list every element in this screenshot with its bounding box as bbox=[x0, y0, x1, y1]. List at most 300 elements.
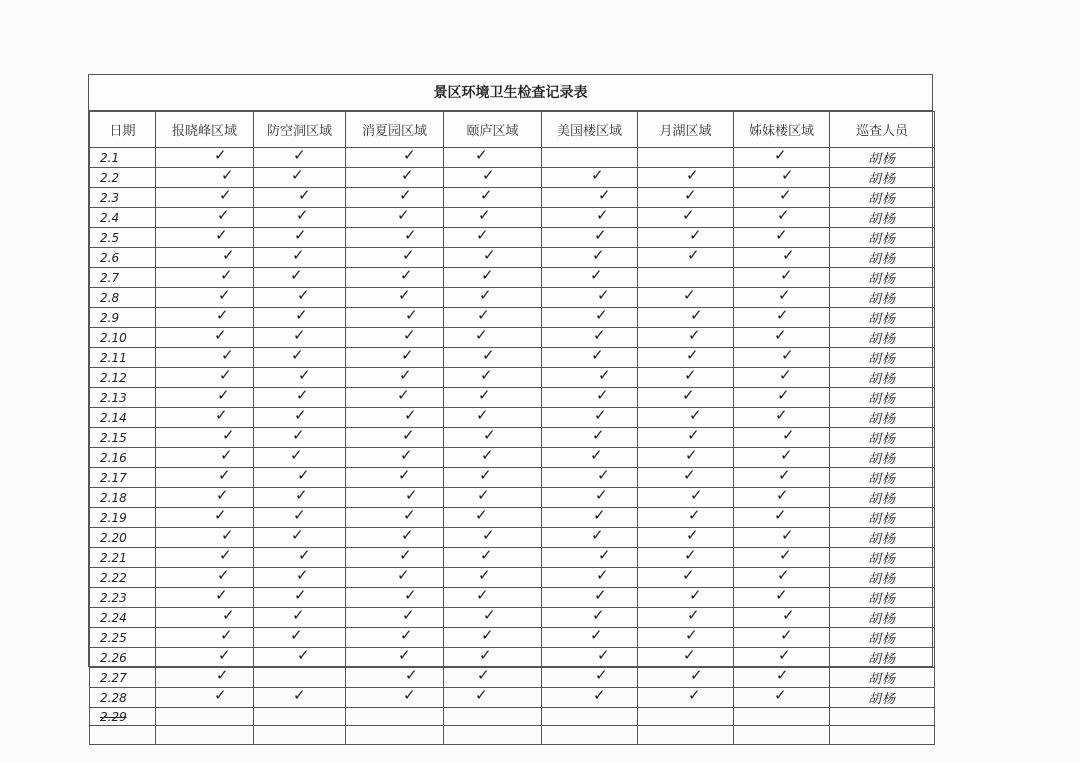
check-cell bbox=[542, 508, 638, 528]
check-mark-icon: ✓ bbox=[596, 387, 609, 404]
check-cell bbox=[734, 168, 830, 188]
check-cell bbox=[638, 228, 734, 248]
check-mark-icon: ✓ bbox=[596, 207, 609, 224]
date-cell: 2.27 bbox=[90, 668, 156, 688]
check-mark-icon: ✓ bbox=[221, 347, 234, 364]
check-cell bbox=[156, 188, 254, 208]
check-cell bbox=[542, 726, 638, 744]
check-mark-icon: ✓ bbox=[598, 367, 611, 384]
table-row bbox=[90, 448, 935, 468]
check-cell bbox=[156, 208, 254, 228]
check-cell bbox=[346, 628, 444, 648]
check-cell bbox=[346, 188, 444, 208]
check-cell bbox=[444, 168, 542, 188]
inspector-signature: 胡杨 bbox=[830, 348, 935, 368]
check-mark-icon: ✓ bbox=[592, 607, 605, 624]
check-cell bbox=[444, 726, 542, 744]
check-mark-icon: ✓ bbox=[593, 687, 606, 704]
check-cell bbox=[346, 688, 444, 708]
date-cell: 2.25 bbox=[90, 628, 156, 648]
date-cell bbox=[90, 726, 156, 744]
check-cell bbox=[444, 648, 542, 668]
check-cell bbox=[638, 488, 734, 508]
check-cell bbox=[156, 368, 254, 388]
table-row bbox=[90, 208, 935, 228]
check-cell bbox=[444, 668, 542, 688]
check-mark-icon: ✓ bbox=[475, 327, 488, 344]
check-cell bbox=[542, 568, 638, 588]
check-mark-icon: ✓ bbox=[294, 407, 307, 424]
check-cell bbox=[444, 488, 542, 508]
check-mark-icon: ✓ bbox=[399, 187, 412, 204]
table-row bbox=[90, 588, 935, 608]
check-cell bbox=[734, 708, 830, 726]
table-row bbox=[90, 288, 935, 308]
check-cell bbox=[254, 148, 346, 168]
date-cell: 2.26 bbox=[90, 648, 156, 668]
date-cell: 2.13 bbox=[90, 388, 156, 408]
check-cell bbox=[638, 408, 734, 428]
check-mark-icon: ✓ bbox=[483, 427, 496, 444]
check-mark-icon: ✓ bbox=[481, 447, 494, 464]
check-cell bbox=[254, 368, 346, 388]
check-mark-icon: ✓ bbox=[476, 407, 489, 424]
check-cell bbox=[156, 588, 254, 608]
check-mark-icon: ✓ bbox=[216, 307, 229, 324]
check-cell bbox=[638, 708, 734, 726]
inspector-signature: 胡杨 bbox=[830, 248, 935, 268]
check-cell bbox=[346, 726, 444, 744]
check-mark-icon: ✓ bbox=[403, 147, 416, 164]
check-cell bbox=[254, 288, 346, 308]
check-cell bbox=[156, 348, 254, 368]
check-cell bbox=[254, 608, 346, 628]
check-mark-icon: ✓ bbox=[682, 567, 695, 584]
check-mark-icon: ✓ bbox=[475, 687, 488, 704]
check-cell bbox=[542, 628, 638, 648]
check-cell bbox=[254, 208, 346, 228]
check-mark-icon: ✓ bbox=[294, 227, 307, 244]
check-mark-icon: ✓ bbox=[481, 267, 494, 284]
check-cell bbox=[638, 688, 734, 708]
check-cell bbox=[734, 726, 830, 744]
check-cell bbox=[254, 568, 346, 588]
check-cell bbox=[444, 208, 542, 228]
check-cell bbox=[346, 288, 444, 308]
check-mark-icon: ✓ bbox=[297, 647, 310, 664]
check-cell bbox=[346, 328, 444, 348]
inspector-signature: 胡杨 bbox=[830, 388, 935, 408]
check-cell bbox=[346, 388, 444, 408]
header-yuehu: 月湖区域 bbox=[638, 112, 734, 148]
date-cell: 2.7 bbox=[90, 268, 156, 288]
check-mark-icon: ✓ bbox=[214, 327, 227, 344]
inspector-signature bbox=[830, 726, 935, 744]
inspector-signature: 胡杨 bbox=[830, 488, 935, 508]
check-mark-icon: ✓ bbox=[594, 587, 607, 604]
check-mark-icon: ✓ bbox=[780, 627, 793, 644]
date-cell: 2.21 bbox=[90, 548, 156, 568]
date-cell: 2.5 bbox=[90, 228, 156, 248]
check-cell bbox=[444, 508, 542, 528]
check-cell bbox=[734, 188, 830, 208]
check-mark-icon: ✓ bbox=[401, 527, 414, 544]
check-mark-icon: ✓ bbox=[597, 287, 610, 304]
check-mark-icon: ✓ bbox=[686, 347, 699, 364]
check-mark-icon: ✓ bbox=[482, 347, 495, 364]
check-mark-icon: ✓ bbox=[404, 227, 417, 244]
check-mark-icon: ✓ bbox=[688, 507, 701, 524]
date-cell: 2.23 bbox=[90, 588, 156, 608]
inspection-table bbox=[89, 111, 935, 745]
check-cell bbox=[346, 428, 444, 448]
check-cell bbox=[734, 448, 830, 468]
check-mark-icon: ✓ bbox=[478, 567, 491, 584]
check-mark-icon: ✓ bbox=[596, 567, 609, 584]
check-mark-icon: ✓ bbox=[782, 247, 795, 264]
check-cell bbox=[734, 608, 830, 628]
check-mark-icon: ✓ bbox=[690, 667, 703, 684]
check-mark-icon: ✓ bbox=[779, 547, 792, 564]
check-cell bbox=[254, 348, 346, 368]
check-cell bbox=[346, 368, 444, 388]
check-mark-icon: ✓ bbox=[778, 287, 791, 304]
check-mark-icon: ✓ bbox=[397, 207, 410, 224]
check-mark-icon: ✓ bbox=[479, 467, 492, 484]
check-cell bbox=[346, 208, 444, 228]
check-cell bbox=[542, 268, 638, 288]
check-mark-icon: ✓ bbox=[403, 687, 416, 704]
date-cell: 2.29 bbox=[90, 708, 156, 726]
check-cell bbox=[542, 668, 638, 688]
check-cell bbox=[156, 726, 254, 744]
check-cell bbox=[734, 468, 830, 488]
check-cell bbox=[734, 648, 830, 668]
date-cell: 2.24 bbox=[90, 608, 156, 628]
check-cell bbox=[542, 408, 638, 428]
check-mark-icon: ✓ bbox=[293, 327, 306, 344]
check-cell bbox=[542, 688, 638, 708]
check-cell bbox=[444, 348, 542, 368]
check-cell bbox=[156, 668, 254, 688]
check-cell bbox=[734, 148, 830, 168]
check-cell bbox=[444, 708, 542, 726]
table-row bbox=[90, 268, 935, 288]
check-cell bbox=[254, 308, 346, 328]
check-mark-icon: ✓ bbox=[690, 487, 703, 504]
date-cell: 2.9 bbox=[90, 308, 156, 328]
inspector-signature bbox=[830, 708, 935, 726]
check-cell bbox=[156, 628, 254, 648]
check-mark-icon: ✓ bbox=[402, 427, 415, 444]
check-mark-icon: ✓ bbox=[405, 307, 418, 324]
check-cell bbox=[542, 428, 638, 448]
check-cell bbox=[254, 648, 346, 668]
check-mark-icon: ✓ bbox=[400, 267, 413, 284]
check-mark-icon: ✓ bbox=[482, 167, 495, 184]
check-cell bbox=[638, 528, 734, 548]
date-cell: 2.11 bbox=[90, 348, 156, 368]
check-cell bbox=[254, 508, 346, 528]
inspector-signature: 胡杨 bbox=[830, 288, 935, 308]
check-mark-icon: ✓ bbox=[687, 247, 700, 264]
check-cell bbox=[444, 468, 542, 488]
table-row bbox=[90, 348, 935, 368]
check-cell bbox=[254, 388, 346, 408]
check-mark-icon: ✓ bbox=[290, 627, 303, 644]
check-cell bbox=[542, 548, 638, 568]
check-cell bbox=[254, 408, 346, 428]
check-mark-icon: ✓ bbox=[687, 607, 700, 624]
check-mark-icon: ✓ bbox=[221, 527, 234, 544]
check-mark-icon: ✓ bbox=[477, 307, 490, 324]
check-cell bbox=[542, 148, 638, 168]
check-mark-icon: ✓ bbox=[597, 647, 610, 664]
check-mark-icon: ✓ bbox=[591, 167, 604, 184]
check-cell bbox=[638, 726, 734, 744]
check-cell bbox=[444, 248, 542, 268]
check-cell bbox=[156, 168, 254, 188]
check-mark-icon: ✓ bbox=[398, 287, 411, 304]
table-row bbox=[90, 228, 935, 248]
check-cell bbox=[444, 408, 542, 428]
check-cell bbox=[444, 368, 542, 388]
table-row bbox=[90, 568, 935, 588]
check-cell bbox=[638, 568, 734, 588]
check-cell bbox=[346, 248, 444, 268]
check-mark-icon: ✓ bbox=[214, 507, 227, 524]
check-mark-icon: ✓ bbox=[397, 387, 410, 404]
check-mark-icon: ✓ bbox=[402, 607, 415, 624]
check-cell bbox=[444, 228, 542, 248]
check-cell bbox=[156, 688, 254, 708]
inspector-signature: 胡杨 bbox=[830, 468, 935, 488]
check-cell bbox=[156, 308, 254, 328]
check-cell bbox=[638, 288, 734, 308]
check-cell bbox=[444, 288, 542, 308]
check-mark-icon: ✓ bbox=[684, 547, 697, 564]
date-cell: 2.15 bbox=[90, 428, 156, 448]
date-cell: 2.19 bbox=[90, 508, 156, 528]
check-mark-icon: ✓ bbox=[683, 287, 696, 304]
check-cell bbox=[734, 528, 830, 548]
inspector-signature: 胡杨 bbox=[830, 628, 935, 648]
check-cell bbox=[444, 148, 542, 168]
check-mark-icon: ✓ bbox=[217, 387, 230, 404]
inspector-signature: 胡杨 bbox=[830, 668, 935, 688]
check-mark-icon: ✓ bbox=[403, 327, 416, 344]
check-mark-icon: ✓ bbox=[290, 267, 303, 284]
table-row bbox=[90, 188, 935, 208]
check-mark-icon: ✓ bbox=[215, 407, 228, 424]
check-cell bbox=[156, 568, 254, 588]
check-cell bbox=[346, 148, 444, 168]
check-cell bbox=[638, 188, 734, 208]
check-cell bbox=[156, 648, 254, 668]
check-mark-icon: ✓ bbox=[598, 547, 611, 564]
inspector-signature: 胡杨 bbox=[830, 368, 935, 388]
check-cell bbox=[156, 528, 254, 548]
inspector-signature: 胡杨 bbox=[830, 228, 935, 248]
check-mark-icon: ✓ bbox=[593, 327, 606, 344]
check-mark-icon: ✓ bbox=[294, 587, 307, 604]
check-mark-icon: ✓ bbox=[291, 527, 304, 544]
check-cell bbox=[444, 268, 542, 288]
date-cell: 2.17 bbox=[90, 468, 156, 488]
table-row bbox=[90, 528, 935, 548]
check-cell bbox=[156, 488, 254, 508]
sheet-title: 景区环境卫生检查记录表 bbox=[89, 75, 932, 111]
header-yilu: 颐庐区域 bbox=[444, 112, 542, 148]
check-mark-icon: ✓ bbox=[775, 407, 788, 424]
check-mark-icon: ✓ bbox=[777, 567, 790, 584]
check-mark-icon: ✓ bbox=[782, 427, 795, 444]
check-mark-icon: ✓ bbox=[781, 347, 794, 364]
check-mark-icon: ✓ bbox=[215, 587, 228, 604]
check-mark-icon: ✓ bbox=[296, 387, 309, 404]
check-cell bbox=[346, 528, 444, 548]
inspector-signature: 胡杨 bbox=[830, 648, 935, 668]
check-mark-icon: ✓ bbox=[292, 427, 305, 444]
check-cell bbox=[346, 268, 444, 288]
check-mark-icon: ✓ bbox=[689, 227, 702, 244]
table-row bbox=[90, 168, 935, 188]
check-mark-icon: ✓ bbox=[401, 167, 414, 184]
table-row bbox=[90, 248, 935, 268]
check-cell bbox=[156, 608, 254, 628]
check-mark-icon: ✓ bbox=[478, 207, 491, 224]
check-cell bbox=[638, 148, 734, 168]
inspector-signature: 胡杨 bbox=[830, 148, 935, 168]
check-mark-icon: ✓ bbox=[220, 447, 233, 464]
check-mark-icon: ✓ bbox=[688, 327, 701, 344]
inspector-signature: 胡杨 bbox=[830, 308, 935, 328]
check-cell bbox=[156, 468, 254, 488]
check-mark-icon: ✓ bbox=[219, 547, 232, 564]
check-cell bbox=[542, 588, 638, 608]
check-cell bbox=[542, 228, 638, 248]
check-cell bbox=[542, 348, 638, 368]
check-mark-icon: ✓ bbox=[475, 507, 488, 524]
check-mark-icon: ✓ bbox=[404, 407, 417, 424]
check-cell bbox=[444, 308, 542, 328]
check-cell bbox=[638, 308, 734, 328]
check-mark-icon: ✓ bbox=[298, 367, 311, 384]
check-cell bbox=[346, 468, 444, 488]
inspector-signature: 胡杨 bbox=[830, 588, 935, 608]
check-cell bbox=[254, 708, 346, 726]
check-mark-icon: ✓ bbox=[685, 447, 698, 464]
check-mark-icon: ✓ bbox=[683, 467, 696, 484]
check-mark-icon: ✓ bbox=[218, 647, 231, 664]
check-cell bbox=[254, 188, 346, 208]
table-row bbox=[90, 648, 935, 668]
check-mark-icon: ✓ bbox=[397, 567, 410, 584]
check-mark-icon: ✓ bbox=[594, 227, 607, 244]
inspector-signature: 胡杨 bbox=[830, 188, 935, 208]
check-cell bbox=[254, 726, 346, 744]
check-cell bbox=[346, 588, 444, 608]
check-mark-icon: ✓ bbox=[774, 327, 787, 344]
check-cell bbox=[734, 228, 830, 248]
date-cell: 2.22 bbox=[90, 568, 156, 588]
check-mark-icon: ✓ bbox=[220, 627, 233, 644]
check-cell bbox=[542, 488, 638, 508]
check-mark-icon: ✓ bbox=[682, 207, 695, 224]
date-cell: 2.8 bbox=[90, 288, 156, 308]
check-cell bbox=[638, 468, 734, 488]
check-cell bbox=[254, 588, 346, 608]
check-cell bbox=[254, 468, 346, 488]
check-mark-icon: ✓ bbox=[405, 667, 418, 684]
check-mark-icon: ✓ bbox=[689, 407, 702, 424]
check-cell bbox=[346, 408, 444, 428]
table-row bbox=[90, 708, 935, 726]
check-mark-icon: ✓ bbox=[685, 627, 698, 644]
check-mark-icon: ✓ bbox=[594, 407, 607, 424]
check-cell bbox=[638, 168, 734, 188]
check-cell bbox=[156, 328, 254, 348]
header-date: 日期 bbox=[90, 112, 156, 148]
check-cell bbox=[542, 648, 638, 668]
check-cell bbox=[254, 528, 346, 548]
check-cell bbox=[254, 488, 346, 508]
check-cell bbox=[444, 428, 542, 448]
check-mark-icon: ✓ bbox=[218, 287, 231, 304]
check-mark-icon: ✓ bbox=[595, 487, 608, 504]
check-cell bbox=[542, 168, 638, 188]
check-cell bbox=[254, 668, 346, 688]
check-cell bbox=[156, 408, 254, 428]
check-mark-icon: ✓ bbox=[219, 367, 232, 384]
date-cell: 2.2 bbox=[90, 168, 156, 188]
inspector-signature: 胡杨 bbox=[830, 548, 935, 568]
table-row bbox=[90, 488, 935, 508]
table-row bbox=[90, 388, 935, 408]
check-mark-icon: ✓ bbox=[476, 227, 489, 244]
check-cell bbox=[156, 548, 254, 568]
check-mark-icon: ✓ bbox=[686, 527, 699, 544]
check-mark-icon: ✓ bbox=[479, 647, 492, 664]
check-cell bbox=[542, 188, 638, 208]
check-mark-icon: ✓ bbox=[296, 567, 309, 584]
check-cell bbox=[542, 388, 638, 408]
check-mark-icon: ✓ bbox=[774, 507, 787, 524]
check-cell bbox=[734, 288, 830, 308]
check-cell bbox=[346, 168, 444, 188]
check-cell bbox=[734, 328, 830, 348]
check-cell bbox=[734, 248, 830, 268]
check-mark-icon: ✓ bbox=[778, 467, 791, 484]
check-mark-icon: ✓ bbox=[781, 167, 794, 184]
check-cell bbox=[734, 668, 830, 688]
header-meiguolou: 美国楼区域 bbox=[542, 112, 638, 148]
check-cell bbox=[156, 428, 254, 448]
check-mark-icon: ✓ bbox=[480, 187, 493, 204]
check-mark-icon: ✓ bbox=[682, 387, 695, 404]
check-cell bbox=[346, 668, 444, 688]
check-mark-icon: ✓ bbox=[595, 307, 608, 324]
check-cell bbox=[638, 348, 734, 368]
header-zimeilou: 姊妹楼区域 bbox=[734, 112, 830, 148]
check-mark-icon: ✓ bbox=[591, 527, 604, 544]
check-mark-icon: ✓ bbox=[595, 667, 608, 684]
check-mark-icon: ✓ bbox=[477, 667, 490, 684]
check-cell bbox=[734, 628, 830, 648]
inspector-signature: 胡杨 bbox=[830, 268, 935, 288]
check-mark-icon: ✓ bbox=[404, 587, 417, 604]
table-row bbox=[90, 508, 935, 528]
